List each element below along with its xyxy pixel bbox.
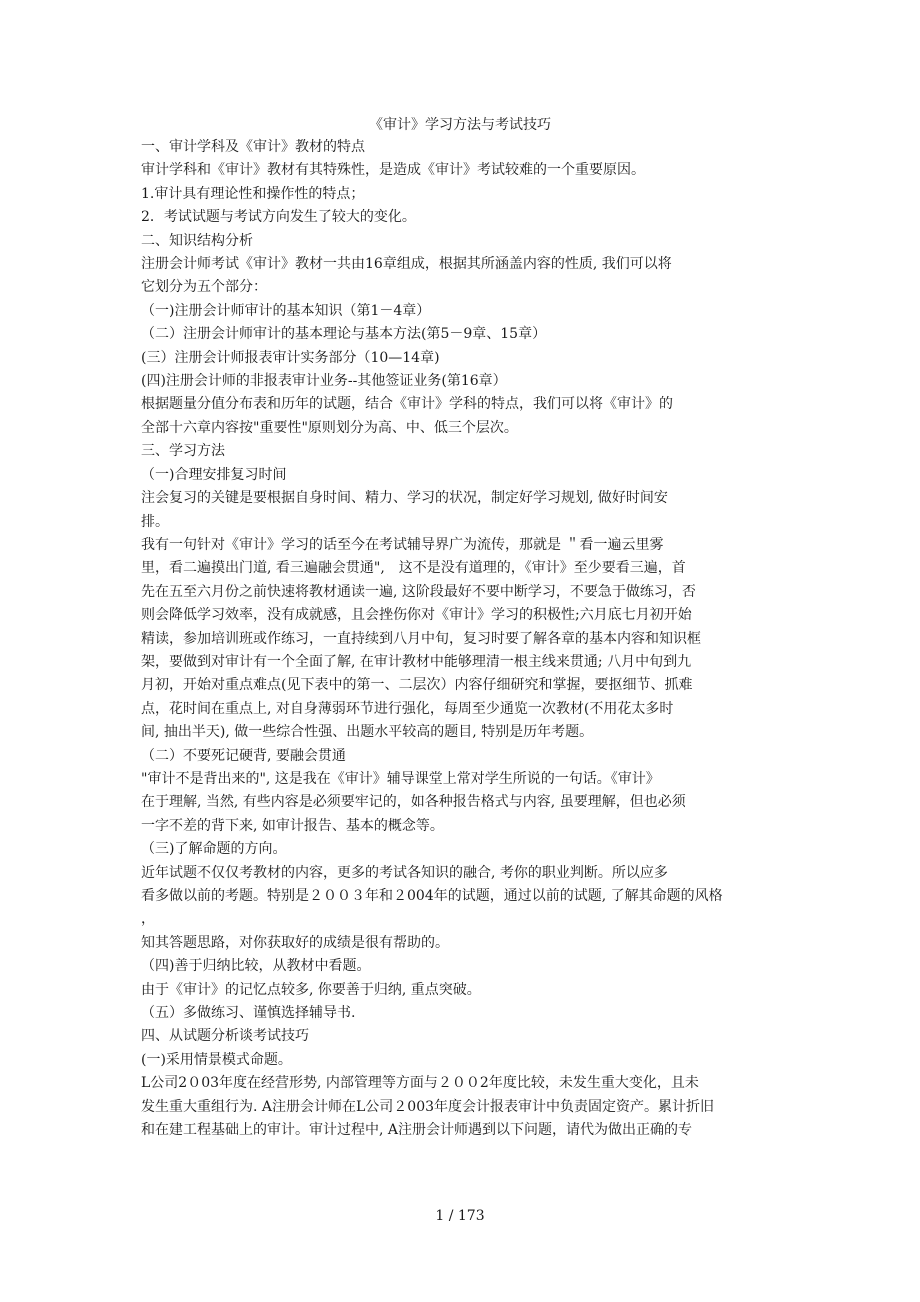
text-line: （五）多做练习、谨慎选择辅导书.	[141, 1005, 356, 1022]
text-line: 发生重大重组行为. A注册会计师在L公司２003年度会计报表审计中负责固定资产。累计折旧	[141, 1098, 715, 1115]
text-line: （四)善于归纳比较，从教材中看题。	[141, 958, 371, 975]
text-line: 在于理解, 当然, 有些内容是必须要牢记的，如各种报告格式与内容, 虽要理解，但也必须	[141, 794, 686, 811]
text-line: 我有一句针对《审计》学习的话至今在考试辅导界广为流传，那就是 ＂看一遍云里雾	[141, 536, 664, 553]
text-line: "审计不是背出来的", 这是我在《审计》辅导课堂上常对学生所说的一句话。《审计》	[141, 770, 660, 787]
text-line: 全部十六章内容按"重要性"原则划分为高、中、低三个层次。	[141, 419, 518, 436]
text-line: 二、知识结构分析	[141, 232, 253, 249]
text-line: 知其答题思路，对你获取好的成绩是很有帮助的。	[141, 934, 449, 951]
text-line: (四)注册会计师的非报表审计业务--其他签证业务(第16章）	[141, 373, 507, 390]
text-line: 精读，参加培训班或作练习，一直持续到八月中旬，复习时要了解各章的基本内容和知识框	[141, 630, 701, 647]
text-line: 间, 抽出半天), 做一些综合性强、出题水平较高的题目, 特别是历年考题。	[141, 724, 594, 741]
text-line: 和在建工程基础上的审计。审计过程中, A注册会计师遇到以下问题，请代为做出正确的专	[141, 1122, 693, 1139]
text-line: （二）不要死记硬背, 要融会贯通	[141, 747, 346, 764]
text-line: 注册会计师考试《审计》教材一共由16章组成，根据其所涵盖内容的性质, 我们可以将	[141, 256, 672, 273]
text-line: （二）注册会计师审计的基本理论与基本方法(第5－9章、15章）	[141, 326, 547, 343]
text-line: 一字不差的背下来, 如审计报告、基本的概念等。	[141, 817, 444, 834]
text-line: (三）注册会计师报表审计实务部分（10—14章)	[141, 349, 440, 366]
text-line: 三、学习方法	[141, 443, 225, 460]
text-line: 1.审计具有理论性和操作性的特点；	[141, 185, 365, 202]
page-number: 1 / 173	[435, 1208, 485, 1224]
text-line: 注会复习的关键是要根据自身时间、精力、学习的状况，制定好学习规划, 做好时间安	[141, 490, 668, 507]
text-line: ，	[141, 911, 155, 928]
text-line: 根据题量分值分布表和历年的试题，结合《审计》学科的特点，我们可以将《审计》的	[141, 396, 673, 413]
text-line: 点，花时间在重点上, 对自身薄弱环节进行强化，每周至少通览一次教材(不用花太多时	[141, 700, 674, 717]
text-line: 四、从试题分析谈考试技巧	[141, 1028, 309, 1045]
text-line: （三)了解命题的方向。	[141, 841, 287, 858]
text-line: 它划分为五个部分：	[141, 279, 267, 296]
text-line: L公司2０03年度在经营形势, 内部管理等方面与２００2年度比较，未发生重大变化，且未	[141, 1075, 699, 1092]
text-line: 月初，开始对重点难点(见下表中的第一、二层次）内容仔细研究和掌握，要抠细节、抓难	[141, 677, 693, 694]
document-body	[141, 136, 791, 1142]
text-line: 排。	[141, 513, 169, 530]
text-line: 近年试题不仅仅考教材的内容，更多的考试各知识的融合, 考你的职业判断。所以应多	[141, 864, 668, 881]
text-line: （一)注册会计师审计的基本知识（第1－4章）	[141, 302, 431, 319]
text-line: 一、审计学科及《审计》教材的特点	[141, 139, 365, 155]
text-line: 看多做以前的考题。特别是２００３年和２004年的试题，通过以前的试题, 了解其命题的风格	[141, 888, 723, 904]
text-line: 则会降低学习效率，没有成就感，且会挫伤你对《审计》学习的积极性;六月底七月初开始	[141, 607, 692, 624]
text-line: 架，要做到对审计有一个全面了解, 在审计教材中能够理清一根主线来贯通; 八月中旬到九	[141, 653, 692, 670]
text-line: 里，看二遍摸出门道, 看三遍融会贯通", 这不是没有道理的，《审计》至少要看三遍，首	[141, 560, 686, 577]
text-line: 2．考试试题与考试方向发生了较大的变化。	[141, 209, 416, 226]
document-title: 《审计》学习方法与考试技巧	[369, 117, 551, 133]
text-line: 审计学科和《审计》教材有其特殊性，是造成《审计》考试较难的一个重要原因。	[141, 162, 645, 179]
text-line: (一)采用情景模式命题。	[141, 1051, 292, 1068]
text-line: 先在五至六月份之前快速将教材通读一遍, 这阶段最好不要中断学习，不要急于做练习，否	[141, 583, 696, 600]
text-line: （一)合理安排复习时间	[141, 466, 287, 483]
text-line: 由于《审计》的记忆点较多, 你要善于归纳, 重点突破。	[141, 981, 481, 998]
